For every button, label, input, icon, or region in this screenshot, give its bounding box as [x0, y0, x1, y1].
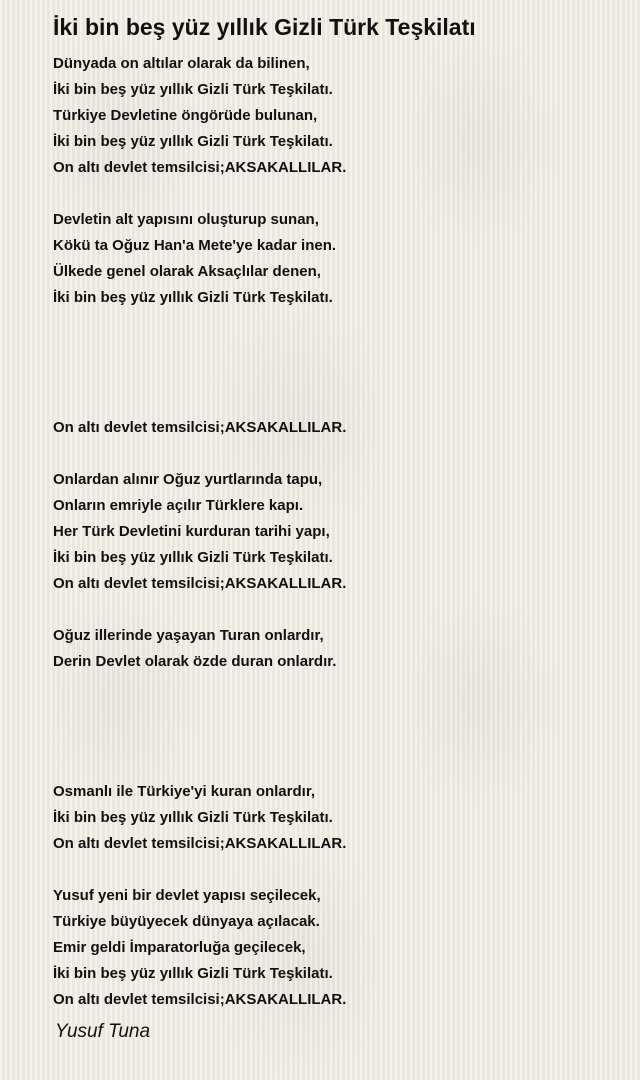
- poem-line: İki bin beş yüz yıllık Gizli Türk Teşkilatı.: [53, 133, 333, 150]
- poem-line: On altı devlet temsilcisi;AKSAKALLILAR.: [53, 575, 347, 592]
- poem-line: On altı devlet temsilcisi;AKSAKALLILAR.: [53, 159, 347, 176]
- poem-line: İki bin beş yüz yıllık Gizli Türk Teşkilatı.: [53, 81, 333, 98]
- stanza-spacer: [53, 363, 613, 389]
- poem-line: Emir geldi İmparatorluğa geçilecek,: [53, 939, 306, 956]
- stanza-spacer: [53, 337, 613, 363]
- stanza-spacer: [53, 753, 613, 779]
- poem-author: Yusuf Tuna: [55, 1021, 151, 1042]
- poem-line: İki bin beş yüz yıllık Gizli Türk Teşkilatı.: [53, 965, 333, 982]
- stanza-spacer: [53, 181, 613, 207]
- poem-body: [53, 51, 613, 1013]
- stanza-spacer: [53, 857, 613, 883]
- stanza-spacer: [53, 701, 613, 727]
- stanza-spacer: [53, 675, 613, 701]
- poem-line: İki bin beş yüz yıllık Gizli Türk Teşkilatı.: [53, 289, 333, 306]
- poem-title: İki bin beş yüz yıllık Gizli Türk Teşkilatı: [53, 14, 476, 40]
- stanza-spacer: [53, 389, 613, 415]
- poem-line: On altı devlet temsilcisi;AKSAKALLILAR.: [53, 991, 347, 1008]
- poem-line: On altı devlet temsilcisi;AKSAKALLILAR.: [53, 419, 347, 436]
- poem-line: İki bin beş yüz yıllık Gizli Türk Teşkilatı.: [53, 549, 333, 566]
- poem-line: Türkiye büyüyecek dünyaya açılacak.: [53, 913, 320, 930]
- poem-line: Türkiye Devletine öngörüde bulunan,: [53, 107, 318, 124]
- poem-line: İki bin beş yüz yıllık Gizli Türk Teşkilatı.: [53, 809, 333, 826]
- stanza-spacer: [53, 597, 613, 623]
- poem-line: Osmanlı ile Türkiye'yi kuran onlardır,: [53, 783, 315, 800]
- poem-line: Onlardan alınır Oğuz yurtlarında tapu,: [53, 471, 323, 488]
- poem-line: Yusuf yeni bir devlet yapısı seçilecek,: [53, 887, 321, 904]
- stanza-spacer: [53, 441, 613, 467]
- poem-line: On altı devlet temsilcisi;AKSAKALLILAR.: [53, 835, 347, 852]
- poem-line: Devletin alt yapısını oluşturup sunan,: [53, 211, 319, 228]
- stanza-spacer: [53, 727, 613, 753]
- poem-line: Dünyada on altılar olarak da bilinen,: [53, 55, 310, 72]
- poem-line: Derin Devlet olarak özde duran onlardır.: [53, 653, 337, 670]
- poem-line: Her Türk Devletini kurduran tarihi yapı,: [53, 523, 330, 540]
- poem-line: Ülkede genel olarak Aksaçlılar denen,: [53, 263, 321, 280]
- stanza-spacer: [53, 311, 613, 337]
- poem-line: Onların emriyle açılır Türklere kapı.: [53, 497, 304, 514]
- poem-line: Oğuz illerinde yaşayan Turan onlardır,: [53, 627, 324, 644]
- poem-line: Kökü ta Oğuz Han'a Mete'ye kadar inen.: [53, 237, 337, 254]
